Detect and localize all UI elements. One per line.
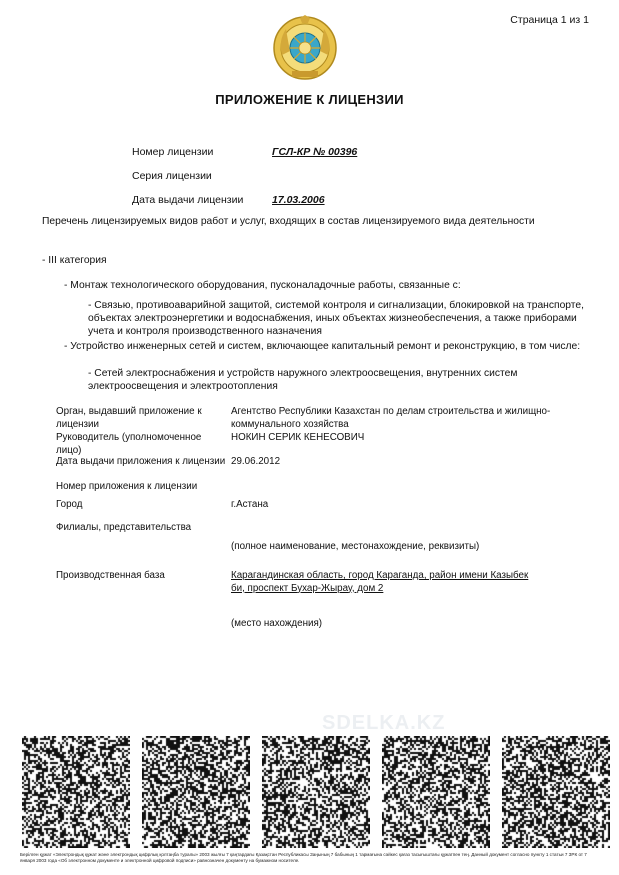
- city-label: Город: [56, 499, 83, 510]
- production-base-note: (место нахождения): [231, 618, 323, 629]
- issuing-organ-label: Орган, выдавший приложение к лицензии: [56, 406, 202, 430]
- issuing-organ-value: Агентство Республики Казахстан по делам строительства и жилищно-коммунального хозяйства: [231, 406, 551, 430]
- watermark: SDELKA.KZ: [322, 712, 446, 734]
- appendix-number-label: Номер приложения к лицензии: [56, 481, 198, 492]
- list-item: - Связью, противоаварийной защитой, системой контроля и сигнализации, блокировкой на транспорте, объектах электроэнергетики и водоснабжения, иных объектах жизнеобеспечения, а также приборами учета и контроля производственного назначения: [88, 300, 584, 337]
- license-date-label: Дата выдачи лицензии: [132, 194, 244, 206]
- qr-code: [142, 736, 250, 848]
- issue-date-value: 29.06.2012: [231, 456, 281, 467]
- qr-code: [262, 736, 370, 848]
- production-base-label: Производственная база: [56, 570, 165, 581]
- city-value: г.Астана: [231, 499, 269, 510]
- branches-note: (полное наименование, местонахождение, реквизиты): [231, 541, 480, 552]
- category-label: - III категория: [42, 255, 107, 266]
- page-title: ПРИЛОЖЕНИЕ К ЛИЦЕНЗИИ: [215, 92, 404, 107]
- page-number: Страница 1 из 1: [510, 14, 589, 26]
- qr-code: [502, 736, 610, 848]
- head-label: Руководитель (уполномоченное лицо): [56, 432, 202, 456]
- list-item: - Устройство инженерных сетей и систем, включающее капитальный ремонт и реконструкцию, в том числе:: [64, 341, 581, 352]
- head-value: НОКИН СЕРИК КЕНЕСОВИЧ: [231, 432, 365, 443]
- list-item: - Монтаж технологического оборудования, пусконаладочные работы, связанные с:: [64, 280, 461, 291]
- license-number-value: ГСЛ-КР № 00396: [272, 146, 358, 158]
- activities-heading: Перечень лицензируемых видов работ и услуг, входящих в состав лицензируемого вида деятельности: [42, 216, 535, 227]
- branches-label: Филиалы, представительства: [56, 522, 192, 533]
- license-date-value: 17.03.2006: [272, 194, 325, 206]
- issue-date-label: Дата выдачи приложения к лицензии: [56, 456, 226, 467]
- state-emblem-icon: [272, 15, 338, 81]
- production-base-value: Карагандинская область, город Караганда, район имени Казыбек би, проспект Бухар-Жырау, дом 2: [231, 570, 529, 594]
- footer-legal-note: Берілген құжат «Электрондық құжат және электрондық цифрлық қолтаңба туралы» 2003 жылғы 7 қаңтардағы Қазақстан Республикасы Заңының 7 бабының 1 тармағына сәйкес қағаз тасығыштағы құжатпен тең. Данный документ согласно пункту 1 статьи 7 ЗРК от 7 января 2003 года «Об электронном документе и электронной цифровой подписи» равнозначен документу на бумажном носителе.: [20, 852, 587, 863]
- license-series-label: Серия лицензии: [132, 170, 212, 182]
- list-item: - Сетей электроснабжения и устройств наружного электроосвещения, внутренних систем электроосвещения и электроотопления: [88, 368, 518, 392]
- qr-code: [382, 736, 490, 848]
- license-number-label: Номер лицензии: [132, 146, 214, 158]
- qr-code: [22, 736, 130, 848]
